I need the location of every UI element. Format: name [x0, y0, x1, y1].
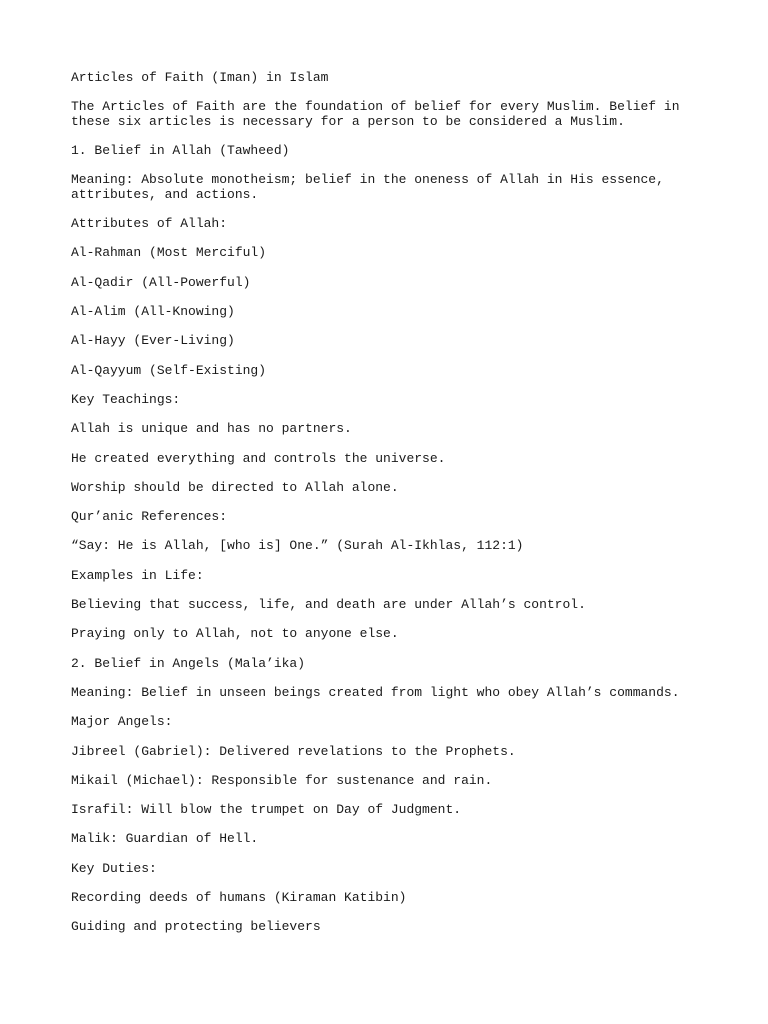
meaning-paragraph: Meaning: Belief in unseen beings created from light who obey Allah’s commands.: [71, 684, 680, 700]
teaching-item: Worship should be directed to Allah alone.: [71, 479, 399, 495]
example-item: Believing that success, life, and death are under Allah’s control.: [71, 597, 586, 613]
intro-paragraph: The Articles of Faith are the foundation of belief for every Muslim. Belief in these six articles is necessary for a person to be considered a Muslim.: [71, 99, 680, 129]
document-page: [71, 71, 711, 950]
section-heading-angels: 2. Belief in Angels (Mala’ika): [71, 655, 306, 671]
angel-item: Malik: Guardian of Hell.: [71, 831, 259, 847]
attribute-item: Al-Alim (All-Knowing): [71, 304, 235, 320]
meaning-paragraph: Meaning: Absolute monotheism; belief in the oneness of Allah in His essence, attributes, and actions.: [71, 172, 664, 202]
duty-item: Recording deeds of humans (Kiraman Katibin): [71, 890, 407, 906]
example-item: Praying only to Allah, not to anyone else.: [71, 626, 399, 642]
attribute-item: Al-Hayy (Ever-Living): [71, 333, 235, 349]
teaching-item: Allah is unique and has no partners.: [71, 421, 352, 437]
teachings-label: Key Teachings:: [71, 391, 181, 407]
angel-item: Mikail (Michael): Responsible for sustenance and rain.: [71, 772, 493, 788]
teaching-item: He created everything and controls the universe.: [71, 450, 446, 466]
angels-label: Major Angels:: [71, 714, 173, 730]
angel-item: Jibreel (Gabriel): Delivered revelations to the Prophets.: [71, 743, 516, 759]
duties-label: Key Duties:: [71, 860, 157, 876]
section-heading-allah: 1. Belief in Allah (Tawheed): [71, 143, 290, 159]
attributes-label: Attributes of Allah:: [71, 216, 228, 232]
quran-reference: “Say: He is Allah, [who is] One.” (Surah Al-Ikhlas, 112:1): [71, 538, 524, 554]
attribute-item: Al-Qadir (All-Powerful): [71, 274, 251, 290]
document-title: Articles of Faith (Iman) in Islam: [71, 70, 329, 85]
attribute-item: Al-Qayyum (Self-Existing): [71, 362, 267, 378]
angel-item: Israfil: Will blow the trumpet on Day of Judgment.: [71, 802, 462, 818]
references-label: Qur’anic References:: [71, 509, 228, 525]
duty-item: Guiding and protecting believers: [71, 919, 321, 935]
examples-label: Examples in Life:: [71, 567, 204, 583]
attribute-item: Al-Rahman (Most Merciful): [71, 245, 267, 261]
